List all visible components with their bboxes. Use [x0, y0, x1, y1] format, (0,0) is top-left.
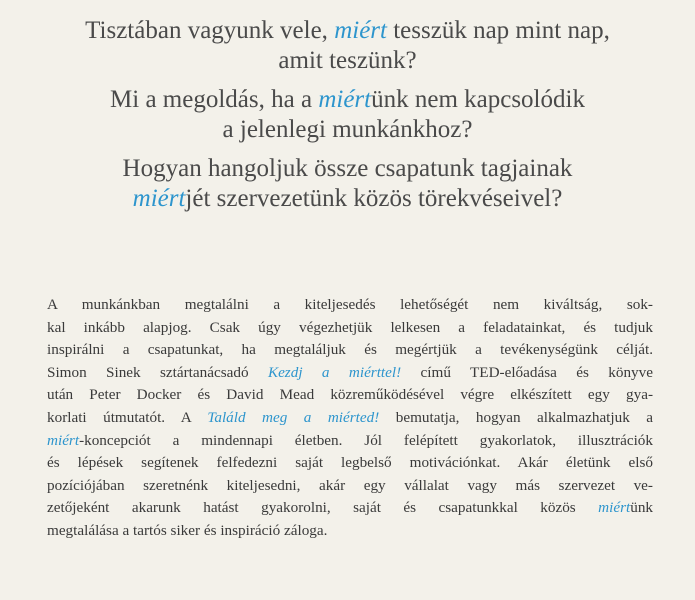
blurb-line: és lépések segítenek felfedezni saját legbelső motivációnkat. Akár életünk első — [47, 454, 653, 472]
question-2-line-2: a jelenlegi munkánkhoz? — [222, 116, 473, 143]
miert-highlight: miért — [598, 499, 631, 517]
question-block — [0, 16, 695, 223]
blurb-line: Simon Sinek sztártanácsadó Kezdj a miérttel! című TED-előadása és könyve — [47, 363, 653, 381]
miert-highlight: miért — [132, 185, 186, 212]
question-2-line-1: Mi a megoldás, ha a miértünk nem kapcsolódik — [110, 86, 585, 113]
miert-highlight: miért — [334, 17, 387, 44]
blurb-line: kal inkább alapjog. Csak úgy végezhetjük lelkesen a feladatainkat, és tudjuk — [47, 318, 653, 336]
question-1-line-2: amit teszünk? — [278, 47, 417, 74]
book-title-reference: Kezdj a miérttel! — [267, 363, 402, 381]
question-1-line-1: Tisztában vagyunk vele, miért tesszük nap mint nap, — [85, 17, 610, 44]
blurb-line: inspirálni a csapatunkat, ha megtaláljuk és megértjük a tevékenységünk célját. — [47, 341, 653, 359]
blurb-line: zetőjeként akarunk hatást gyakorolni, saját és csapatunkkal közös miértünk — [47, 499, 653, 517]
description-paragraph — [47, 294, 653, 543]
miert-highlight: miért — [318, 86, 372, 113]
blurb-line: után Peter Docker és David Mead közreműködésével végre elkészített egy gya- — [47, 386, 653, 404]
blurb-line: korlati útmutatót. A Találd meg a miérted! bemutatja, hogyan alkalmazhatjuk a — [47, 408, 654, 426]
question-3-line-2: miértjét szervezetünk közös törekvéseivel? — [132, 185, 563, 212]
question-2 — [0, 85, 695, 145]
question-3 — [0, 154, 695, 214]
blurb-line: pozíciójában szeretnénk kiteljesedni, akár egy vállalat vagy más szervezet ve- — [47, 476, 653, 494]
question-1 — [0, 16, 695, 76]
question-3-line-1: Hogyan hangoljuk össze csapatunk tagjainak — [122, 155, 573, 182]
blurb-line: megtalálása a tartós siker és inspiráció záloga. — [47, 521, 328, 539]
miert-highlight: miért — [47, 431, 80, 449]
blurb-line: miért-koncepciót a mindennapi életben. Jól felépített gyakorlatok, illusztrációk — [47, 431, 653, 449]
blurb-line: A munkánkban megtalálni a kiteljesedés lehetőségét nem kiváltság, sok- — [47, 296, 653, 313]
book-title-reference: Találd meg a miérted! — [207, 408, 380, 426]
